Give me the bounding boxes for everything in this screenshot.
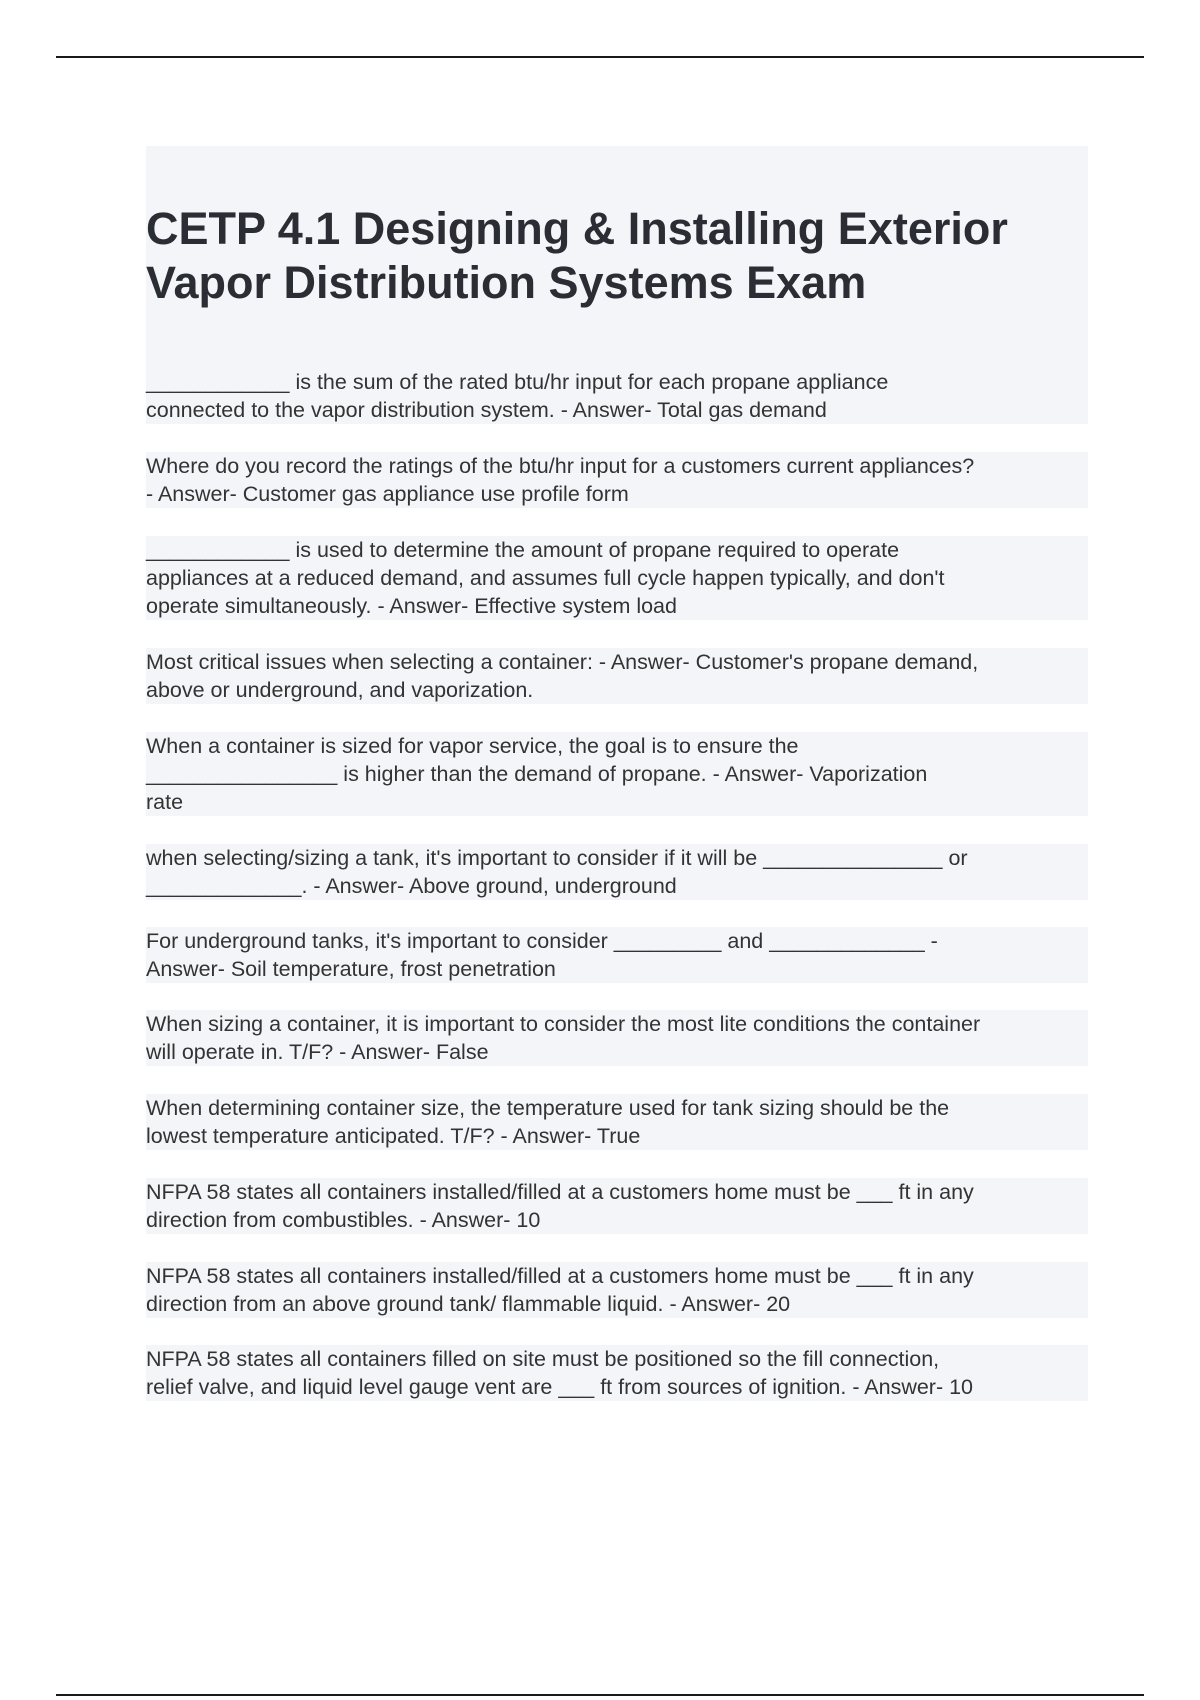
qa-item-5: When a container is sized for vapor service, the goal is to ensure the ________________ is higher than the demand of propane. - Answer- Vaporization rate (146, 732, 1088, 816)
title-block (146, 146, 1088, 368)
qa-item-12: NFPA 58 states all containers filled on site must be positioned so the fill connection, relief valve, and liquid level gauge vent are ___ ft from sources of ignition. - Answer- 10 (146, 1345, 1088, 1401)
qa-item-8: When sizing a container, it is important to consider the most lite conditions the container will operate in. T/F? - Answer- False (146, 1010, 1088, 1066)
qa-item-2: Where do you record the ratings of the btu/hr input for a customers current appliances? - Answer- Customer gas appliance use profile form (146, 452, 1088, 508)
qa-item-11: NFPA 58 states all containers installed/filled at a customers home must be ___ ft in any direction from an above ground tank/ flammable liquid. - Answer- 20 (146, 1262, 1088, 1318)
question-list (146, 368, 1088, 1401)
qa-item-10: NFPA 58 states all containers installed/filled at a customers home must be ___ ft in any direction from combustibles. - Answer- 10 (146, 1178, 1088, 1234)
qa-item-1: ____________ is the sum of the rated btu/hr input for each propane appliance connected to the vapor distribution system. - Answer- Total gas demand (146, 368, 1088, 424)
header-rule (56, 56, 1144, 58)
document-title: CETP 4.1 Designing & Installing Exterior Vapor Distribution Systems Exam (146, 203, 1008, 308)
qa-item-3: ____________ is used to determine the amount of propane required to operate appliances at a reduced demand, and assumes full cycle happen typically, and don't operate simultaneously. - Answer- Effective system load (146, 536, 1088, 620)
footer-rule (56, 1694, 1144, 1696)
qa-item-4: Most critical issues when selecting a container: - Answer- Customer's propane demand, above or underground, and vaporization. (146, 648, 1088, 704)
qa-item-7: For underground tanks, it's important to consider _________ and _____________ - Answer- Soil temperature, frost penetration (146, 927, 1088, 983)
qa-item-9: When determining container size, the temperature used for tank sizing should be the lowest temperature anticipated. T/F? - Answer- True (146, 1094, 1088, 1150)
qa-item-6: when selecting/sizing a tank, it's important to consider if it will be _______________ or _____________. - Answer- Above ground, underground (146, 844, 1088, 900)
